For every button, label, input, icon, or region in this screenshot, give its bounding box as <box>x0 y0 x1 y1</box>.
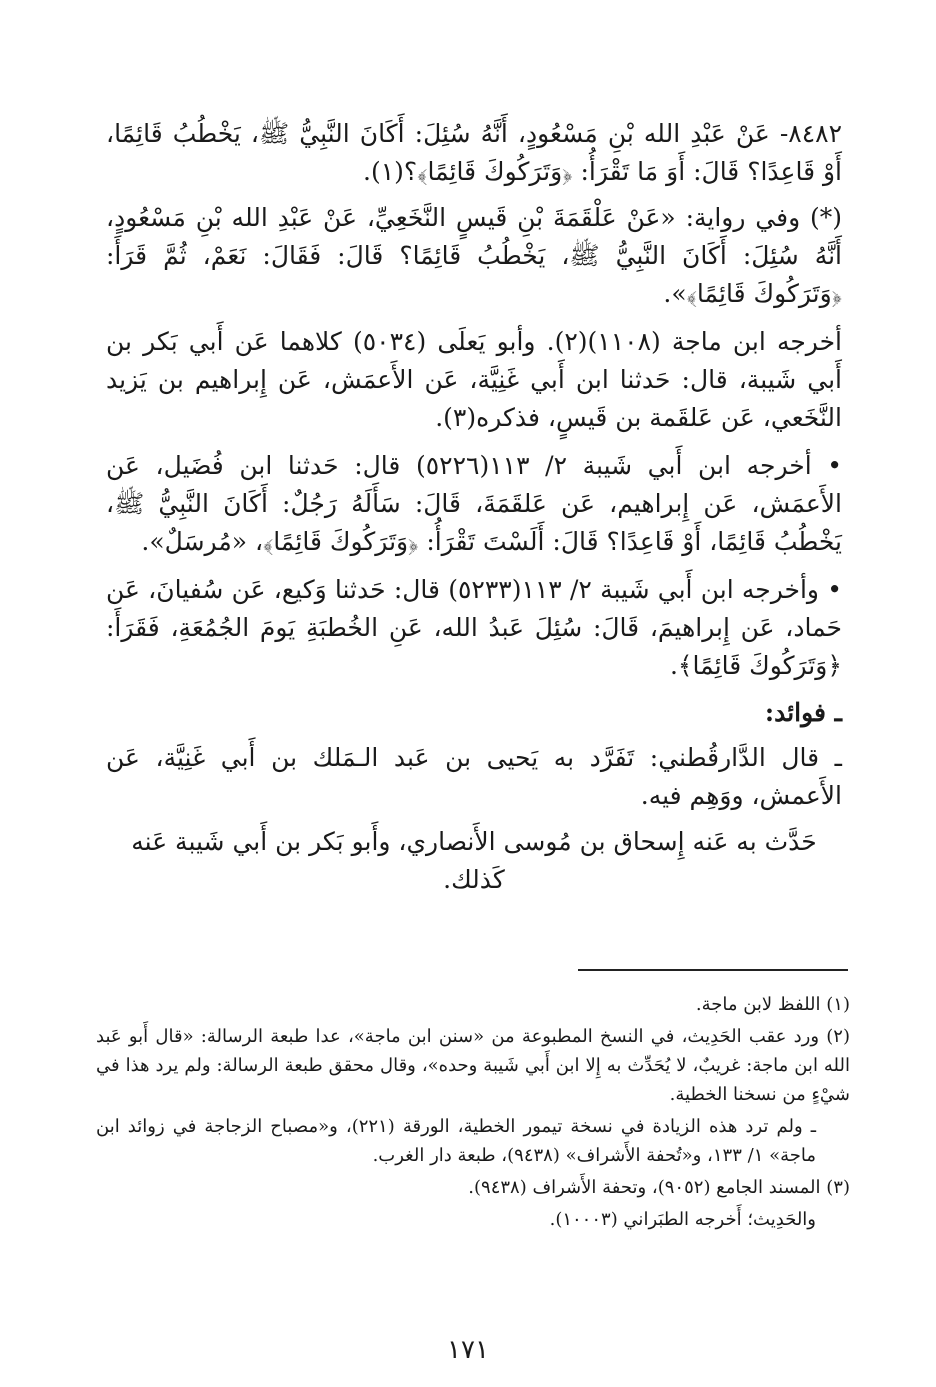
takhrij-ibn-abi-shaybah-5226: • أخرجه ابن أَبي شَيبة ٢/ ١١٣(٥٢٢٦) قال: حَدثنا ابن فُضَيل، عَن الأَعمَش، عَن إِبراهيم، عَن عَلقَمَةَ، قَالَ: سَأَلَهُ رَجُلٌ: أَكَانَ النَّبِيُّ ﷺ، يَخْطُبُ قَائِمًا، أَوْ قَاعِدًا؟ قَالَ: أَلَسْتَ تَقْرَأُ: ﴿وَتَرَكُوكَ قَائِمًا﴾، «مُرسَلٌ». <box>106 451 842 556</box>
benefits-text: ـ قال الدَّارقُطني: تَفَرَّد به يَحيى بن عَبد الـمَلك بن أَبي غَنِيَّة، عَن الأَعمش، ووَهِم فيه. <box>106 743 842 810</box>
footnote-2: (٢) ورد عقب الحَدِيث، في النسخ المطبوعة من «سنن ابن ماجة»، عدا طبعة الرسالة: «قال أَبو عَبد الله ابن ماجة: غريبٌ، لا يُحَدِّث به إِلا ابن أَبي شَيبة وحده»، وقال محقق طبعة الرسالة: ولم يرد هذا في شيْءٍ من نسخنا الخطية. <box>96 1026 850 1105</box>
footnote-3-continuation: والحَدِيث؛ أَخرجه الطبَراني (١٠٠٠٣). <box>549 1209 816 1230</box>
footnote-1: (١) اللفظ لابن ماجة. <box>695 994 850 1015</box>
hadith-variant-narration: (*) وفي رواية: «عَنْ عَلْقَمَةَ بْنِ قَيسٍ النَّخَعِيِّ، عَنْ عَبْدِ الله بْنِ مَسْعُودٍ، أَنَّهُ سُئِلَ: أَكَانَ النَّبِيُّ ﷺ، يَخْطُبُ قَائِمًا؟ قَالَ: فَقَالَ: نَعَمْ، ثُمَّ قَرَأَ: ﴿وَتَرَكُوكَ قَائِمًا﴾». <box>106 203 842 308</box>
page-number: ١٧١ <box>447 1335 489 1365</box>
footnote-3: (٣) المسند الجامع (٩٠٥٢)، وتحفة الأَشراف (٩٤٣٨). <box>468 1177 850 1198</box>
takhrij-ibn-abi-shaybah-5233: • وأخرجه ابن أَبي شَيبة ٢/ ١١٣(٥٢٣٣) قال: حَدثنا وَكيع، عَن سُفيانَ، عَن حَماد، عَن إِبراهيمَ، قَالَ: سُئِلَ عَبدُ الله، عَنِ الخُطبَةِ يَومَ الجُمُعَةِ، فَقَرَأَ: ﴿وَتَرَكُوكَ قَائِمًا﴾. <box>106 575 842 680</box>
benefits-heading: ـ فوائد: <box>764 698 842 727</box>
hadith-8482: ٨٤٨٢- عَنْ عَبْدِ الله بْنِ مَسْعُودٍ، أَنَّهُ سُئِلَ: أَكَانَ النَّبِيُّ ﷺ، يَخْطُبُ قَائِمًا، أَوْ قَاعِدًا؟ قَالَ: أَوَ مَا تَقْرَأُ: ﴿وَتَرَكُوكَ قَائِمًا﴾؟(١). <box>106 119 842 186</box>
footnotes <box>96 990 850 1237</box>
footnote-2-continuation: ـ ولم ترد هذه الزيادة في نسخة تيمور الخطية، الورقة (٢٢١)، و«مصباح الزجاجة في زوائد ابن ماجة» ١/ ١٣٣، و«تُحفة الأَشراف» (٩٤٣٨)، طبعة دار الغرب. <box>96 1116 816 1166</box>
closing-line: حَدَّث به عَنه إِسحاق بن مُوسى الأَنصاري، وأَبو بَكر بن أَبي شَيبة عَنه كَذلك. <box>131 827 817 894</box>
main-text <box>106 115 842 899</box>
footnote-divider <box>578 969 848 971</box>
takhrij-paragraph: أخرجه ابن ماجة (١١٠٨)(٢). وأبو يَعلَى (٥٠٣٤) كلاهما عَن أَبي بَكر بن أَبي شَيبة، قال: حَدثنا ابن أَبي غَنِيَّة، عَن الأَعمَش، عَن إِبراهيم بن يَزيد النَّخَعي، عَن عَلقَمة بن قَيسٍ، فذكره(٣). <box>106 327 842 432</box>
